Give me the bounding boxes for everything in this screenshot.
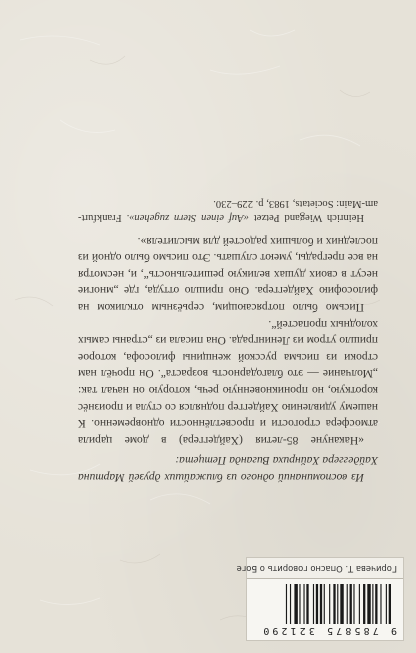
barcode-bar (380, 584, 381, 624)
isbn-digits: 9 785875 321290 (260, 625, 397, 636)
barcode-bar (313, 584, 314, 624)
barcode-bar (363, 584, 365, 624)
barcode-sticker (236, 557, 404, 641)
quote-text-block (78, 196, 378, 485)
barcode-bar (340, 584, 343, 624)
quote-paragraph-2: Письмо было потрясающим, серьёзным откликом на философию Хайдеггера. Оно пришло оттуда, где „многие несут в своих душах великую решительность“, и, несмотря на все преграды, умеют слушать. Это письмо было одной из последних и больших радостей для мыслителя». (78, 234, 378, 314)
barcode-bar (329, 584, 330, 624)
barcode-bar (350, 584, 352, 624)
intro-text: Из воспоминаний одного из ближайших друзей Мартина Хайдеггера Хайнриха Виганда Петцета: (78, 454, 378, 484)
barcode-bar (324, 584, 325, 624)
sticker-label: Горичева Т. Опасно говорить о Боге (236, 564, 397, 574)
source-publisher: Frankfurt-am-Main: Societats, 1983, p. 229–230. (78, 198, 378, 223)
quote-paragraph-1: «Накануне 85-летия (Хайдеггера) в доме царила атмосфера строгости и просветлённости одновременно. К нашему удивлению Хайдеггер поднялся со стула и произнёс короткую, но проникновенную речь, которую он начал так: „Молчание — это благодарность возраста“. Он прочёл нам строки из письма русской женщины философа, которое пришло утром из Ленинграда. Она писала из „страны самых холодных пропастей“. (78, 317, 378, 447)
barcode-bar (337, 584, 338, 624)
source-author: Heinrich Wiegand Petzet (253, 212, 364, 223)
barcode-bar (359, 584, 360, 624)
barcode-bar (316, 584, 318, 624)
source-title: «Auf einen Stern zugehen». (126, 212, 249, 223)
source-citation (78, 196, 378, 224)
barcode-bar (333, 584, 335, 624)
barcode-bar (299, 584, 300, 624)
barcode-bar (306, 584, 308, 624)
barcode-bar (290, 584, 291, 624)
barcode-bar (353, 584, 354, 624)
barcode (257, 584, 393, 624)
barcode-bar (294, 584, 297, 624)
barcode-bar (347, 584, 348, 624)
barcode-bar (389, 584, 391, 624)
barcode-bar (386, 584, 387, 624)
barcode-bar (320, 584, 322, 624)
barcode-bar (367, 584, 370, 624)
barcode-bar (372, 584, 373, 624)
barcode-bar (286, 584, 287, 624)
barcode-bar (375, 584, 377, 624)
barcode-bar (303, 584, 304, 624)
sticker-label-strip (236, 558, 403, 579)
